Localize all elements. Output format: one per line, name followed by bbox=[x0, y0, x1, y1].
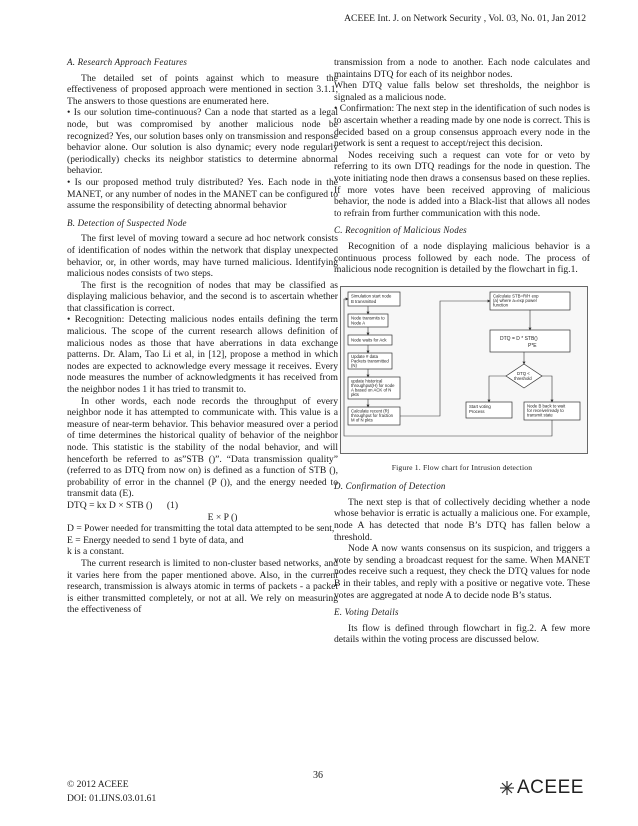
flowchart-label: Process bbox=[469, 408, 485, 414]
box-simulation-start bbox=[348, 292, 400, 306]
aceee-logo bbox=[497, 777, 589, 799]
paragraph: The detailed set of points against which to measure the effectiveness of proposed approach were mentioned in section 3.1.1, The answers to those questions are enumerated here. bbox=[67, 72, 338, 107]
box-node-b-wait bbox=[524, 402, 580, 420]
paragraph: The first level of moving toward a secure ad hoc network consists of identification of nodes within the network that display unexpected behavior, or, in other words, may have turned malicious. Identifying malicious nodes consists of two steps. bbox=[67, 233, 338, 280]
section-e-title: E. Voting Details bbox=[334, 607, 399, 618]
box-calculate-recent bbox=[348, 407, 400, 425]
journal-header: ACEEE Int. J. on Network Security , Vol. 03, No. 01, Jan 2012 bbox=[344, 13, 586, 24]
bullet-paragraph: • Is our proposed method truly distributed? Yes. Each node in the MANET, or any number of nodes in the MANET can be configured to assume the responsibility of detecting abnormal behavior bbox=[67, 176, 338, 212]
flowchart-label: Packets transmitted bbox=[351, 358, 389, 364]
flowchart-label: Node waits for Ack bbox=[351, 337, 387, 343]
page-number: 36 bbox=[313, 770, 323, 781]
flowchart-label: Calculate STB=R/H exp bbox=[493, 293, 539, 299]
flowchart-label: throughput for fraction bbox=[351, 412, 394, 418]
definition-line: k is a constant. bbox=[67, 546, 125, 558]
flowchart-label: Update # data bbox=[351, 353, 378, 359]
flowchart-label: Start voting bbox=[469, 403, 491, 409]
flowchart-label: throughput(H) for node bbox=[351, 382, 395, 388]
paragraph: Nodes receiving such a request can vote for or veto by referring to its own DTQ readings for the node in question. The vote initiating node then draws a consensus based on these replies. If more votes have been received approving of malicious behavior, the node is added into a Black-list that allows all nodes to refrain from further communication with this node. bbox=[334, 149, 590, 219]
equation-line-2: E × P () bbox=[207, 511, 238, 523]
section-c-title: C. Recognition of Malicious Nodes bbox=[334, 225, 467, 236]
section-b-title: B. Detection of Suspected Node bbox=[67, 217, 187, 228]
box-transmit-to-a bbox=[348, 314, 388, 327]
right-column bbox=[334, 57, 590, 646]
paragraph: Node A now wants consensus on its suspicion, and triggers a vote by sending a broadcast request for the same. When MANET nodes receive such a request, they check the DTQ values for node B in their tables, and reply with a positive or negative vote. These votes are aggregated at node A to decide node B’s status. bbox=[334, 543, 590, 601]
flowchart-label: DTQ < bbox=[517, 370, 530, 376]
flowchart-label: Simulation start node bbox=[351, 293, 392, 299]
definition-line: E = Energy needed to send 1 byte of data, and bbox=[67, 534, 244, 546]
flowchart-label: transmit state bbox=[527, 412, 553, 418]
flowchart-label: M of N pkts bbox=[351, 417, 373, 423]
paragraph: Its flow is defined through flowchart in fig.2. A few more details within the voting process are discussed below. bbox=[334, 622, 590, 646]
copyright: © 2012 ACEEE bbox=[67, 779, 129, 790]
bullet-paragraph: • Confirmation: The next step in the identification of such nodes is to ascertain whether a reading made by one node is correct. This is decided based on a group consensus approach every node in the network is sent a request to accept/reject this decision. bbox=[334, 103, 590, 150]
flowchart-label: B transmitted bbox=[351, 298, 377, 304]
paragraph: The first is the recognition of nodes that may be classified as displaying malicious behavior, and the second is to ascertain whether that classification is correct. bbox=[67, 279, 338, 314]
doi: DOI: 01.IJNS.03.01.61 bbox=[67, 793, 157, 804]
flowchart-figure bbox=[340, 286, 588, 454]
flowchart-label: (a) where a=exp power bbox=[493, 297, 538, 303]
flowchart-label: pkts bbox=[351, 391, 359, 397]
box-update-historical bbox=[348, 377, 400, 399]
flowchart-label: function bbox=[493, 302, 509, 308]
box-start-voting bbox=[466, 402, 512, 418]
section-d-title: D. Confirmation of Detection bbox=[334, 481, 446, 492]
section-a-title: A. Research Approach Features bbox=[67, 57, 188, 67]
box-calculate-stb bbox=[490, 292, 570, 310]
flowchart-label: P*E bbox=[528, 342, 537, 349]
box-dtq-formula bbox=[490, 330, 570, 352]
flowchart-svg bbox=[340, 286, 588, 454]
logo-text: ACEEE bbox=[517, 777, 584, 798]
paragraph: In other words, each node records the throughput of every neighbor node it has attempted to communicate with. This value is a measure of near-term behavior. This behavior measured over a period of time determines the historical quality of behavior of the neighbor node. This statistic is the stability of the nodal behavior, and will henceforth be referred to as”STB ()”. “Data transmission quality” (referred to as DTQ from now on) is defined as a function of STB (), probability of error in the channel (P ()), and the energy needed to transmit data (E). bbox=[67, 395, 338, 500]
flowchart-label: Calculate recent (R) bbox=[351, 408, 390, 414]
box-update-packets bbox=[348, 353, 392, 369]
flowchart-label: Node A bbox=[351, 320, 366, 326]
paragraph: When DTQ value falls below set thresholds, the neighbor is signaled as a malicious node. bbox=[334, 80, 590, 103]
flowchart-label: A based on ACK of N bbox=[351, 387, 392, 393]
definition-line: D = Power needed for transmitting the total data attempted to be sent, bbox=[67, 523, 335, 535]
paragraph: Recognition of a node displaying malicious behavior is a continuous process followed by each node. The process of malicious node recognition is detailed by the flowchart in fig.1. bbox=[334, 240, 590, 276]
bullet-paragraph: • Recognition: Detecting malicious nodes entails defining the term malicious. The scope of the current research allows definition of malicious nodes as those that have aberrations in data exchange patterns. Dr. Alam, Tao Li et al, in [12], propose a method in which nodes are expected to acknowledge every message it receives. Every node measures the number of acknowledgments it has received from the neighbor nodes 1 it has tried to transmit to. bbox=[67, 314, 338, 396]
box-wait-ack bbox=[348, 335, 392, 345]
logo-star-icon bbox=[497, 777, 517, 799]
flowchart-label: (N) bbox=[351, 362, 357, 368]
flowchart-label: Node transmits to bbox=[351, 315, 385, 321]
figure-frame bbox=[341, 286, 588, 453]
flowchart-label: threshold bbox=[514, 375, 532, 381]
paragraph: The next step is that of collectively deciding whether a node whose behavior is erratic is actually a malicious one. For example, node A has detected that node B’s DTQ has fallen below a threshold. bbox=[334, 496, 590, 543]
flowchart-label: for receive/ready to bbox=[527, 407, 564, 413]
bullet-paragraph: • Is our solution time-continuous? Can a node that started as a legal node, but was compromised by another malicious node be recognized? Yes, our solution bases only on transmission and response behavior alone. Our solution is also dynamic; every node regularly (periodically) checks its neighbor statistics to determine abnormal behavior. bbox=[67, 107, 338, 177]
equation-line-1: DTQ = kx D × STB () (1) bbox=[67, 499, 179, 511]
footer-left bbox=[67, 778, 156, 806]
flowchart-label: Node B back to wait bbox=[527, 403, 566, 409]
left-column bbox=[67, 57, 338, 616]
paragraph: transmission from a node to another. Each node calculates and maintains DTQ for each of its neighbor nodes. bbox=[334, 57, 590, 80]
paragraph: The current research is limited to non-cluster based networks, and it varies here from the paper mentioned above. Also, in the current research, transmission is always atomic in terms of packets - a packet is either transmitted completely, or not at all. We rely on measuring the effectiveness of bbox=[67, 557, 338, 616]
flowchart-label: update historical bbox=[351, 378, 383, 384]
figure-caption: Figure 1. Flow chart for Intrusion detection bbox=[391, 462, 533, 472]
flowchart-label: DTQ = D * STB() bbox=[500, 335, 538, 342]
